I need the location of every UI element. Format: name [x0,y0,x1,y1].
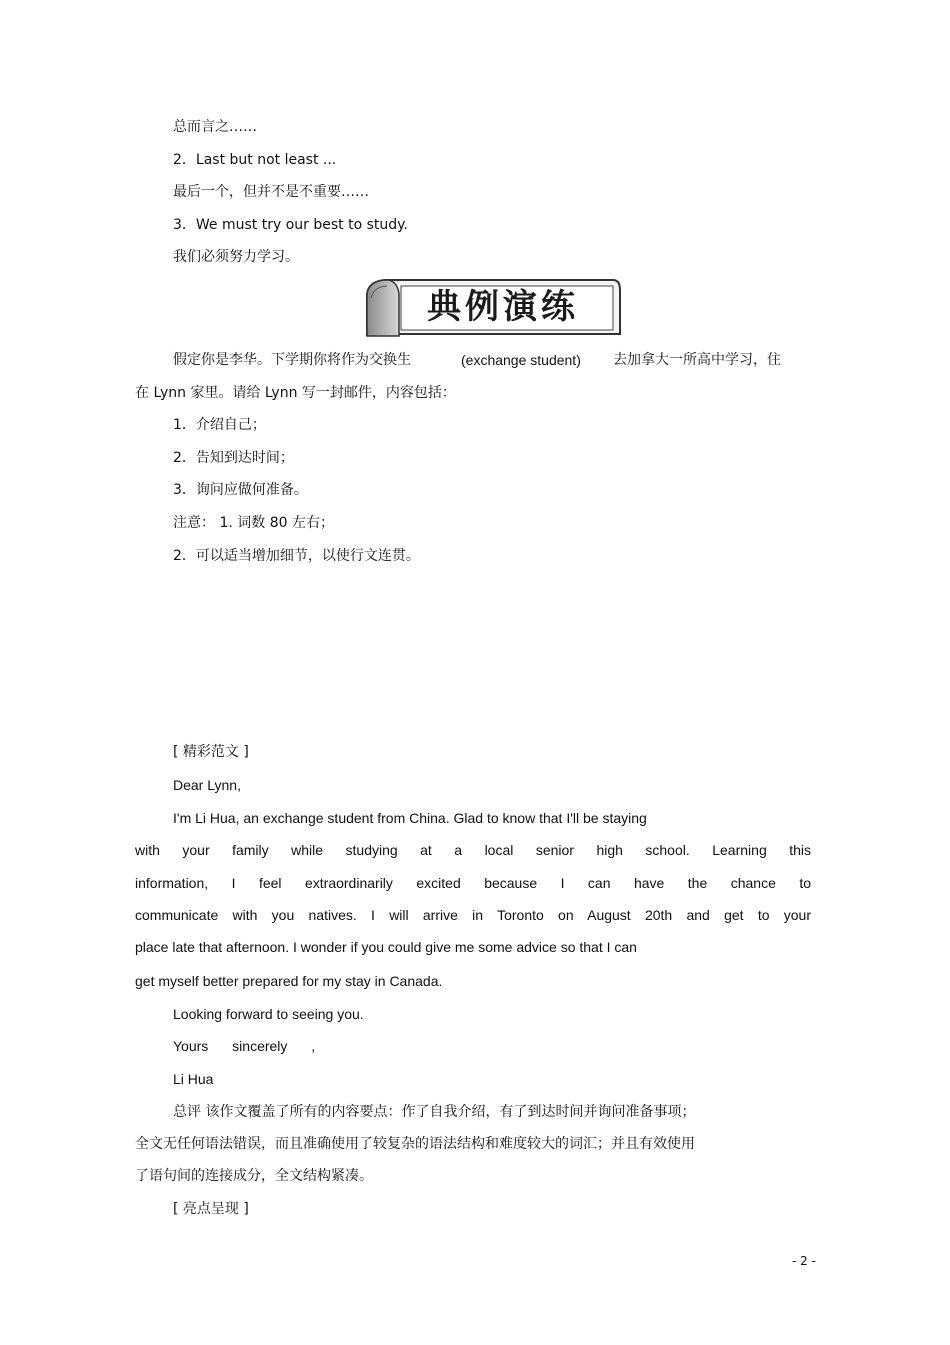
letter-body-line-5: place late that afternoon. I wonder if you could give me some advice so that I can [135,939,637,955]
comment-line-1: 总评 该作文覆盖了所有的内容要点：作了自我介绍，有了到达时间并询问准备事项； [173,1104,696,1120]
task-item-1: 1．介绍自己； [173,417,266,433]
letter-body-line-1: I'm Li Hua, an exchange student from China. Glad to know that I'll be staying [173,810,647,826]
letter-body-line-2: with your family while studying at a local senior high school. Learning this [135,842,811,858]
task-item-2: 2．告知到达时间； [173,450,294,466]
intro-line-3: 最后一个，但并不是不重要…… [173,184,369,200]
task-note-2: 2．可以适当增加细节，以使行文连贯。 [173,548,420,564]
intro-line-5: 我们必须努力学习。 [173,249,299,265]
task-item-3: 3．询问应做何准备。 [173,482,308,498]
comment-line-3: 了语句间的连接成分，全文结构紧凑。 [135,1168,373,1184]
letter-body-line-4: communicate with you natives. I will arrive in Toronto on August 20th and get to your [135,907,811,923]
letter-closing: Looking forward to seeing you. [173,1006,364,1022]
section-banner-title: 典例演练 [427,287,579,327]
task-paragraph-part-1: 假定你是李华。下学期你将作为交换生 [173,352,411,368]
letter-signoff: Yours sincerely , [173,1038,316,1054]
letter-signature: Li Hua [173,1071,214,1087]
letter-greeting: Dear Lynn, [173,777,241,793]
task-paragraph-line-2: 在 Lynn 家里。请给 Lynn 写一封邮件，内容包括： [135,385,456,401]
comment-line-2: 全文无任何语法错误，而且准确使用了较复杂的语法结构和难度较大的词汇；并且有效使用 [135,1136,695,1152]
page-number: - 2 - [792,1254,816,1268]
task-paragraph-part-2: (exchange student) [461,352,581,368]
sample-heading: [ 精彩范文 ] [173,744,249,760]
letter-body-line-3: information, I feel extraordinarily excited because I can have the chance to [135,875,811,891]
intro-line-1: 总而言之…… [173,119,257,135]
intro-line-2: 2．Last but not least ... [173,152,337,168]
letter-body-line-6: get myself better prepared for my stay in Canada. [135,973,443,989]
highlights-heading: [ 亮点呈现 ] [173,1201,249,1217]
task-paragraph-part-3: 去加拿大一所高中学习，住 [613,352,781,368]
task-note-1: 注意： 1. 词数 80 左右； [173,515,334,531]
intro-line-4: 3．We must try our best to study. [173,217,408,233]
